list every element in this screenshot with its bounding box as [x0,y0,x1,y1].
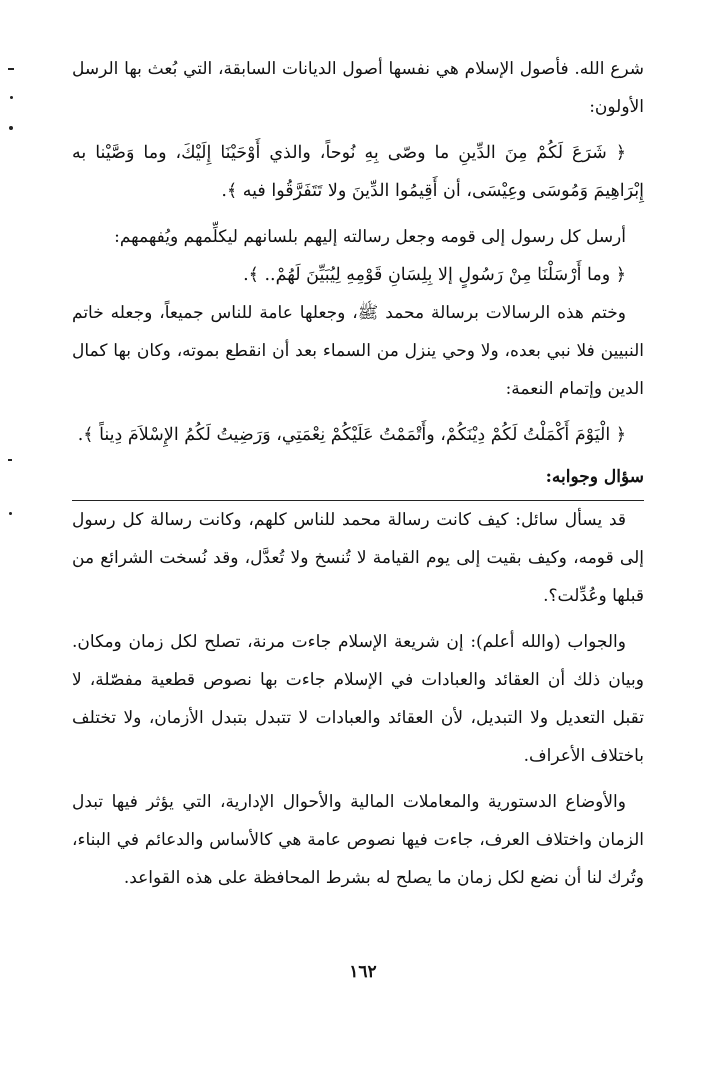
page-number: ١٦٢ [349,962,377,982]
margin-mark [8,68,14,70]
quran-verse: ﴿ الْيَوْمَ أَكْمَلْتُ لَكُمْ دِيْنَكُمْ، وأَتْمَمْتُ عَلَيْكُمْ نِعْمَتِي، وَرَضِيتُ لَكُمُ الإِسْلاَمَ دِيناً ﴾. [77,425,626,445]
paragraph: قد يسأل سائل: كيف كانت رسالة محمد للناس كلهم، وكانت رسالة كل رسول إلى قومه، وكيف بقيت إلى يوم القيامة لا تُنسخ ولا تُعدَّل، وقد نُسخت الشرائع من قبلها وعُدِّلت؟. [72,510,644,606]
paragraph: وختم هذه الرسالات برسالة محمد ﷺ، وجعلها عامة للناس جميعاً، وجعله خاتم النبيين فلا نبي بعده، ولا وحي ينزل من السماء بعد أن انقطع بموته، وكان بها كمال الدين وإتمام النعمة: [72,303,644,399]
quran-verse: ﴿ وما أَرْسَلْنَا مِنْ رَسُولٍ إلا بِلِسَانِ قَوْمِهِ لِيُبَيِّنَ لَهُمْ.. ﴾. [243,265,626,285]
quran-verse: ﴿ شَرَعَ لَكُمْ مِنَ الدِّينِ ما وصّى بِهِ نُوحاً، والذي أَوْحَيْنَا إِلَيْكَ، وما وَصَّيْنا به إِبْرَاهِيمَ وَمُوسَى وعِيْسَى، أن أَقِيمُوا الدِّينَ ولا تَتَفَرَّقُوا فيه ﴾. [72,143,644,201]
paragraph: والأوضاع الدستورية والمعاملات المالية والأحوال الإدارية، التي يؤثر فيها تبدل الزمان واختلاف العرف، جاءت فيها نصوص عامة هي كالأساس والدعائم في البناء، وتُرك لنا أن نضع لكل زمان ما يصلح له بشرط المحافظة على هذه القواعد. [72,792,644,888]
paragraph: شرع الله. فأصول الإسلام هي نفسها أصول الديانات السابقة، التي بُعث بها الرسل الأولون: [72,59,644,117]
paragraph: أرسل كل رسول إلى قومه وجعل رسالته إليهم بلسانهم ليكلِّمهم ويُفهمهم: [114,227,626,247]
section-heading: سؤال وجوابه: [545,467,644,487]
margin-mark [9,126,13,130]
margin-mark [10,96,13,99]
margin-mark [8,459,12,461]
paragraph: والجواب (والله أعلم): إن شريعة الإسلام جاءت مرنة، تصلح لكل زمان ومكان. وبيان ذلك أن العقائد والعبادات في الإسلام جاءت بها نصوص قطعية مفصّلة، لا تقبل التعديل ولا التبديل، لأن العقائد والعبادات لا تتبدل بتبدل الأزمان، ولا تختلف باختلاف الأعراف. [72,632,644,766]
page-body [72,50,644,897]
margin-mark [9,512,12,515]
